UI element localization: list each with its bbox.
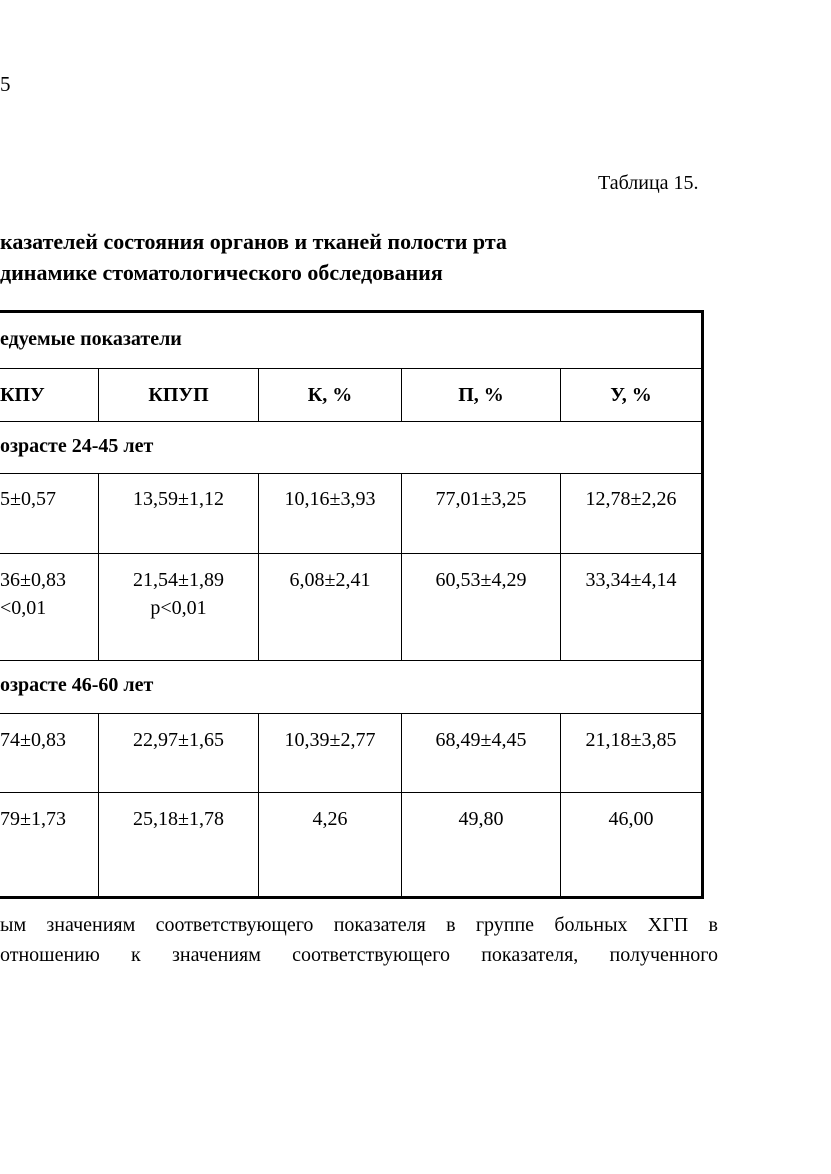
table-row-2-kpup: 21,54±1,89 p<0,01 <box>99 554 259 661</box>
table-title <box>0 226 507 288</box>
col-header-kpu: КПУ <box>0 369 99 422</box>
title-line-1: казателей состояния органов и тканей полости рта <box>0 229 507 254</box>
section-header-46-60: озрасте 46-60 лет <box>0 661 701 714</box>
title-line-2: динамике стоматологического обследования <box>0 260 443 285</box>
footnote-line-2: отношению к значениям соответствующего показателя, полученного <box>0 944 718 966</box>
section-header-24-45: озрасте 24-45 лет <box>0 422 701 474</box>
table-row-4-kpup: 25,18±1,78 <box>99 793 259 899</box>
col-header-kpup: КПУП <box>99 369 259 422</box>
table-caption: Таблица 15. <box>598 172 699 194</box>
data-table <box>0 310 704 899</box>
col-header-p: П, % <box>402 369 561 422</box>
col-header-u: У, % <box>561 369 701 422</box>
table-row-1-kpup: 13,59±1,12 <box>99 474 259 554</box>
table-row-3-p: 68,49±4,45 <box>402 714 561 793</box>
table-row-4-kpu: 79±1,73 <box>0 793 99 899</box>
page-number: 5 <box>0 72 11 96</box>
table-row-2-p: 60,53±4,29 <box>402 554 561 661</box>
table-row-4-u: 46,00 <box>608 808 654 830</box>
table-row-1-kpu: 5±0,57 <box>0 474 99 554</box>
table-row-2-k: 6,08±2,41 <box>259 554 402 661</box>
table-row-3-k: 10,39±2,77 <box>259 714 402 793</box>
table-row-3-kpup: 22,97±1,65 <box>99 714 259 793</box>
footnote <box>0 910 718 970</box>
table-row-4-p: 49,80 <box>402 793 561 899</box>
col-header-k: К, % <box>259 369 402 422</box>
table-row-3-kpu: 74±0,83 <box>0 714 99 793</box>
table-row-1-u: 12,78±2,26 <box>561 474 701 554</box>
table-row-1-p: 77,01±3,25 <box>402 474 561 554</box>
table-row-4-k: 4,26 <box>259 793 402 899</box>
table-row-3-u: 21,18±3,85 <box>561 714 701 793</box>
table-row-2-u: 33,34±4,14 <box>561 554 701 661</box>
group-header-label: едуемые показатели <box>0 328 182 350</box>
footnote-line-1: ым значениям соответствующего показателя в группе больных ХГП в <box>0 914 718 936</box>
group-header-row <box>0 313 701 369</box>
table-row-1-k: 10,16±3,93 <box>259 474 402 554</box>
table-row-2-kpu: 36±0,83 <0,01 <box>0 554 99 661</box>
